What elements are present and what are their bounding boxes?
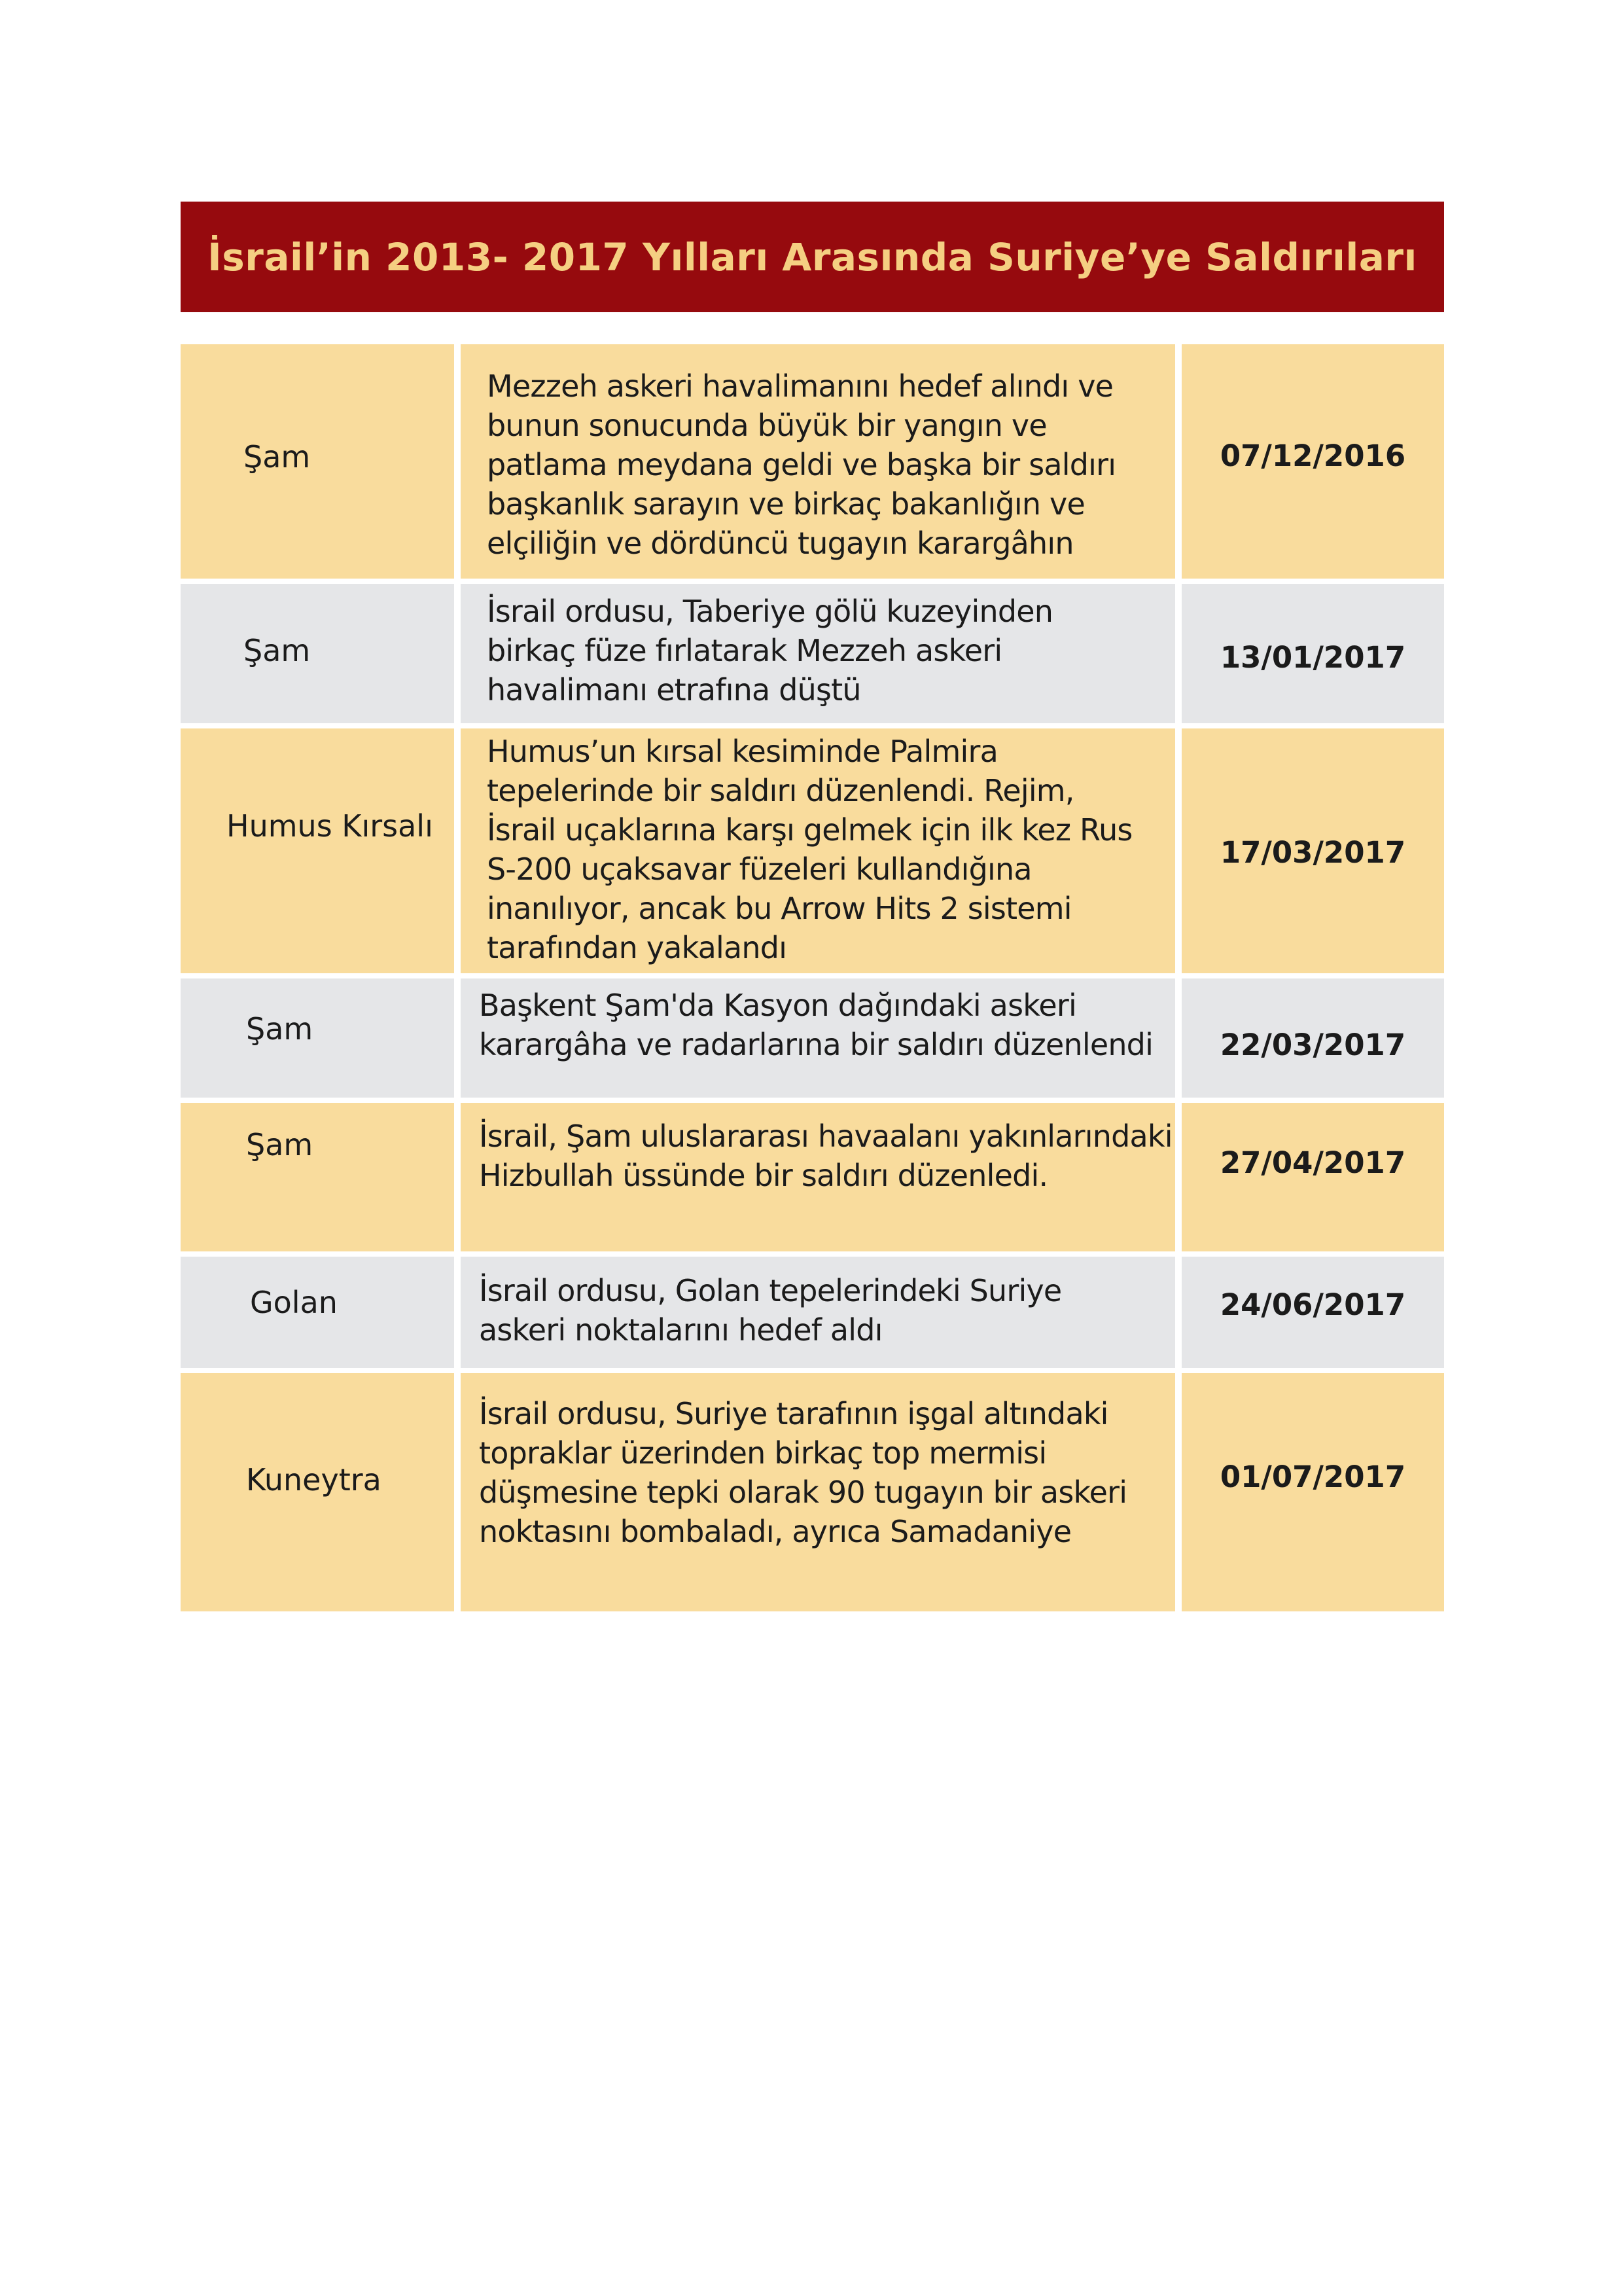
date-cell: [1182, 728, 1444, 973]
description-text: Başkent Şam'da Kasyon dağındaki askeri karargâha ve radarlarına bir saldırı düzenlendi: [479, 988, 1154, 1062]
date-text: 17/03/2017: [1220, 834, 1406, 870]
description-cell: [461, 978, 1175, 1098]
table-row: [181, 344, 1444, 579]
date-text: 07/12/2016: [1220, 438, 1406, 473]
location-text: Şam: [246, 1011, 313, 1047]
location-text: Kuneytra: [246, 1462, 381, 1498]
table-row: [181, 1103, 1444, 1251]
description-cell: [461, 344, 1175, 579]
table-row: [181, 1373, 1444, 1611]
date-text: 24/06/2017: [1220, 1287, 1406, 1322]
location-cell: [181, 978, 454, 1098]
description-text: İsrail ordusu, Suriye tarafının işgal altındaki topraklar üzerinden birkaç top mermisi düşmesine tepki olarak 90 tugayın bir askeri noktasını bombaladı, ayrıca Samadaniye: [479, 1396, 1127, 1549]
description-cell: [461, 1373, 1175, 1611]
location-text: Humus Kırsalı: [226, 808, 433, 844]
location-cell: [181, 344, 454, 579]
location-cell: [181, 584, 454, 723]
location-text: Şam: [243, 632, 311, 668]
description-text: İsrail ordusu, Golan tepelerindeki Suriye askeri noktalarını hedef aldı: [479, 1273, 1062, 1348]
description-text: İsrail ordusu, Taberiye gölü kuzeyinden birkaç füze fırlatarak Mezzeh askeri havalimanı etrafına düştü: [487, 593, 1053, 708]
description-cell: [461, 584, 1175, 723]
page-title: İsrail’in 2013- 2017 Yılları Arasında Suriye’ye Saldırıları: [207, 234, 1417, 279]
description-text: Humus’un kırsal kesiminde Palmira tepelerinde bir saldırı düzenlendi. Rejim, İsrail uçaklarına karşı gelmek için ilk kez Rus S-200 uçaksavar füzeleri kullandığına inanılıyor, ancak bu Arrow Hits 2 sistemi tarafından yakalandı: [487, 734, 1133, 965]
table-row: [181, 978, 1444, 1098]
location-cell: [181, 1373, 454, 1611]
title-banner: [181, 202, 1444, 312]
date-cell: [1182, 584, 1444, 723]
description-text: Mezzeh askeri havalimanını hedef alındı ve bunun sonucunda büyük bir yangın ve patlama meydana geldi ve başka bir saldırı başkanlık sarayın ve birkaç bakanlığın ve elçiliğin ve dördüncü tugayın karargâhın: [487, 368, 1116, 561]
date-cell: [1182, 1257, 1444, 1368]
description-cell: [461, 728, 1175, 973]
date-cell: [1182, 344, 1444, 579]
table-row: [181, 584, 1444, 723]
date-text: 13/01/2017: [1220, 640, 1406, 675]
date-text: 27/04/2017: [1220, 1145, 1406, 1180]
location-cell: [181, 1103, 454, 1251]
date-cell: [1182, 1373, 1444, 1611]
location-text: Golan: [250, 1285, 338, 1320]
date-text: 22/03/2017: [1220, 1027, 1406, 1062]
table-row: [181, 728, 1444, 973]
location-cell: [181, 728, 454, 973]
date-text: 01/07/2017: [1220, 1459, 1406, 1494]
description-cell: [461, 1257, 1175, 1368]
date-cell: [1182, 978, 1444, 1098]
location-text: Şam: [246, 1126, 313, 1162]
description-cell: [461, 1103, 1175, 1251]
table-row: [181, 1257, 1444, 1368]
description-text: İsrail, Şam uluslararası havaalanı yakınlarındaki Hizbullah üssünde bir saldırı düzenledi.: [479, 1118, 1173, 1193]
date-cell: [1182, 1103, 1444, 1251]
location-text: Şam: [243, 439, 311, 475]
location-cell: [181, 1257, 454, 1368]
